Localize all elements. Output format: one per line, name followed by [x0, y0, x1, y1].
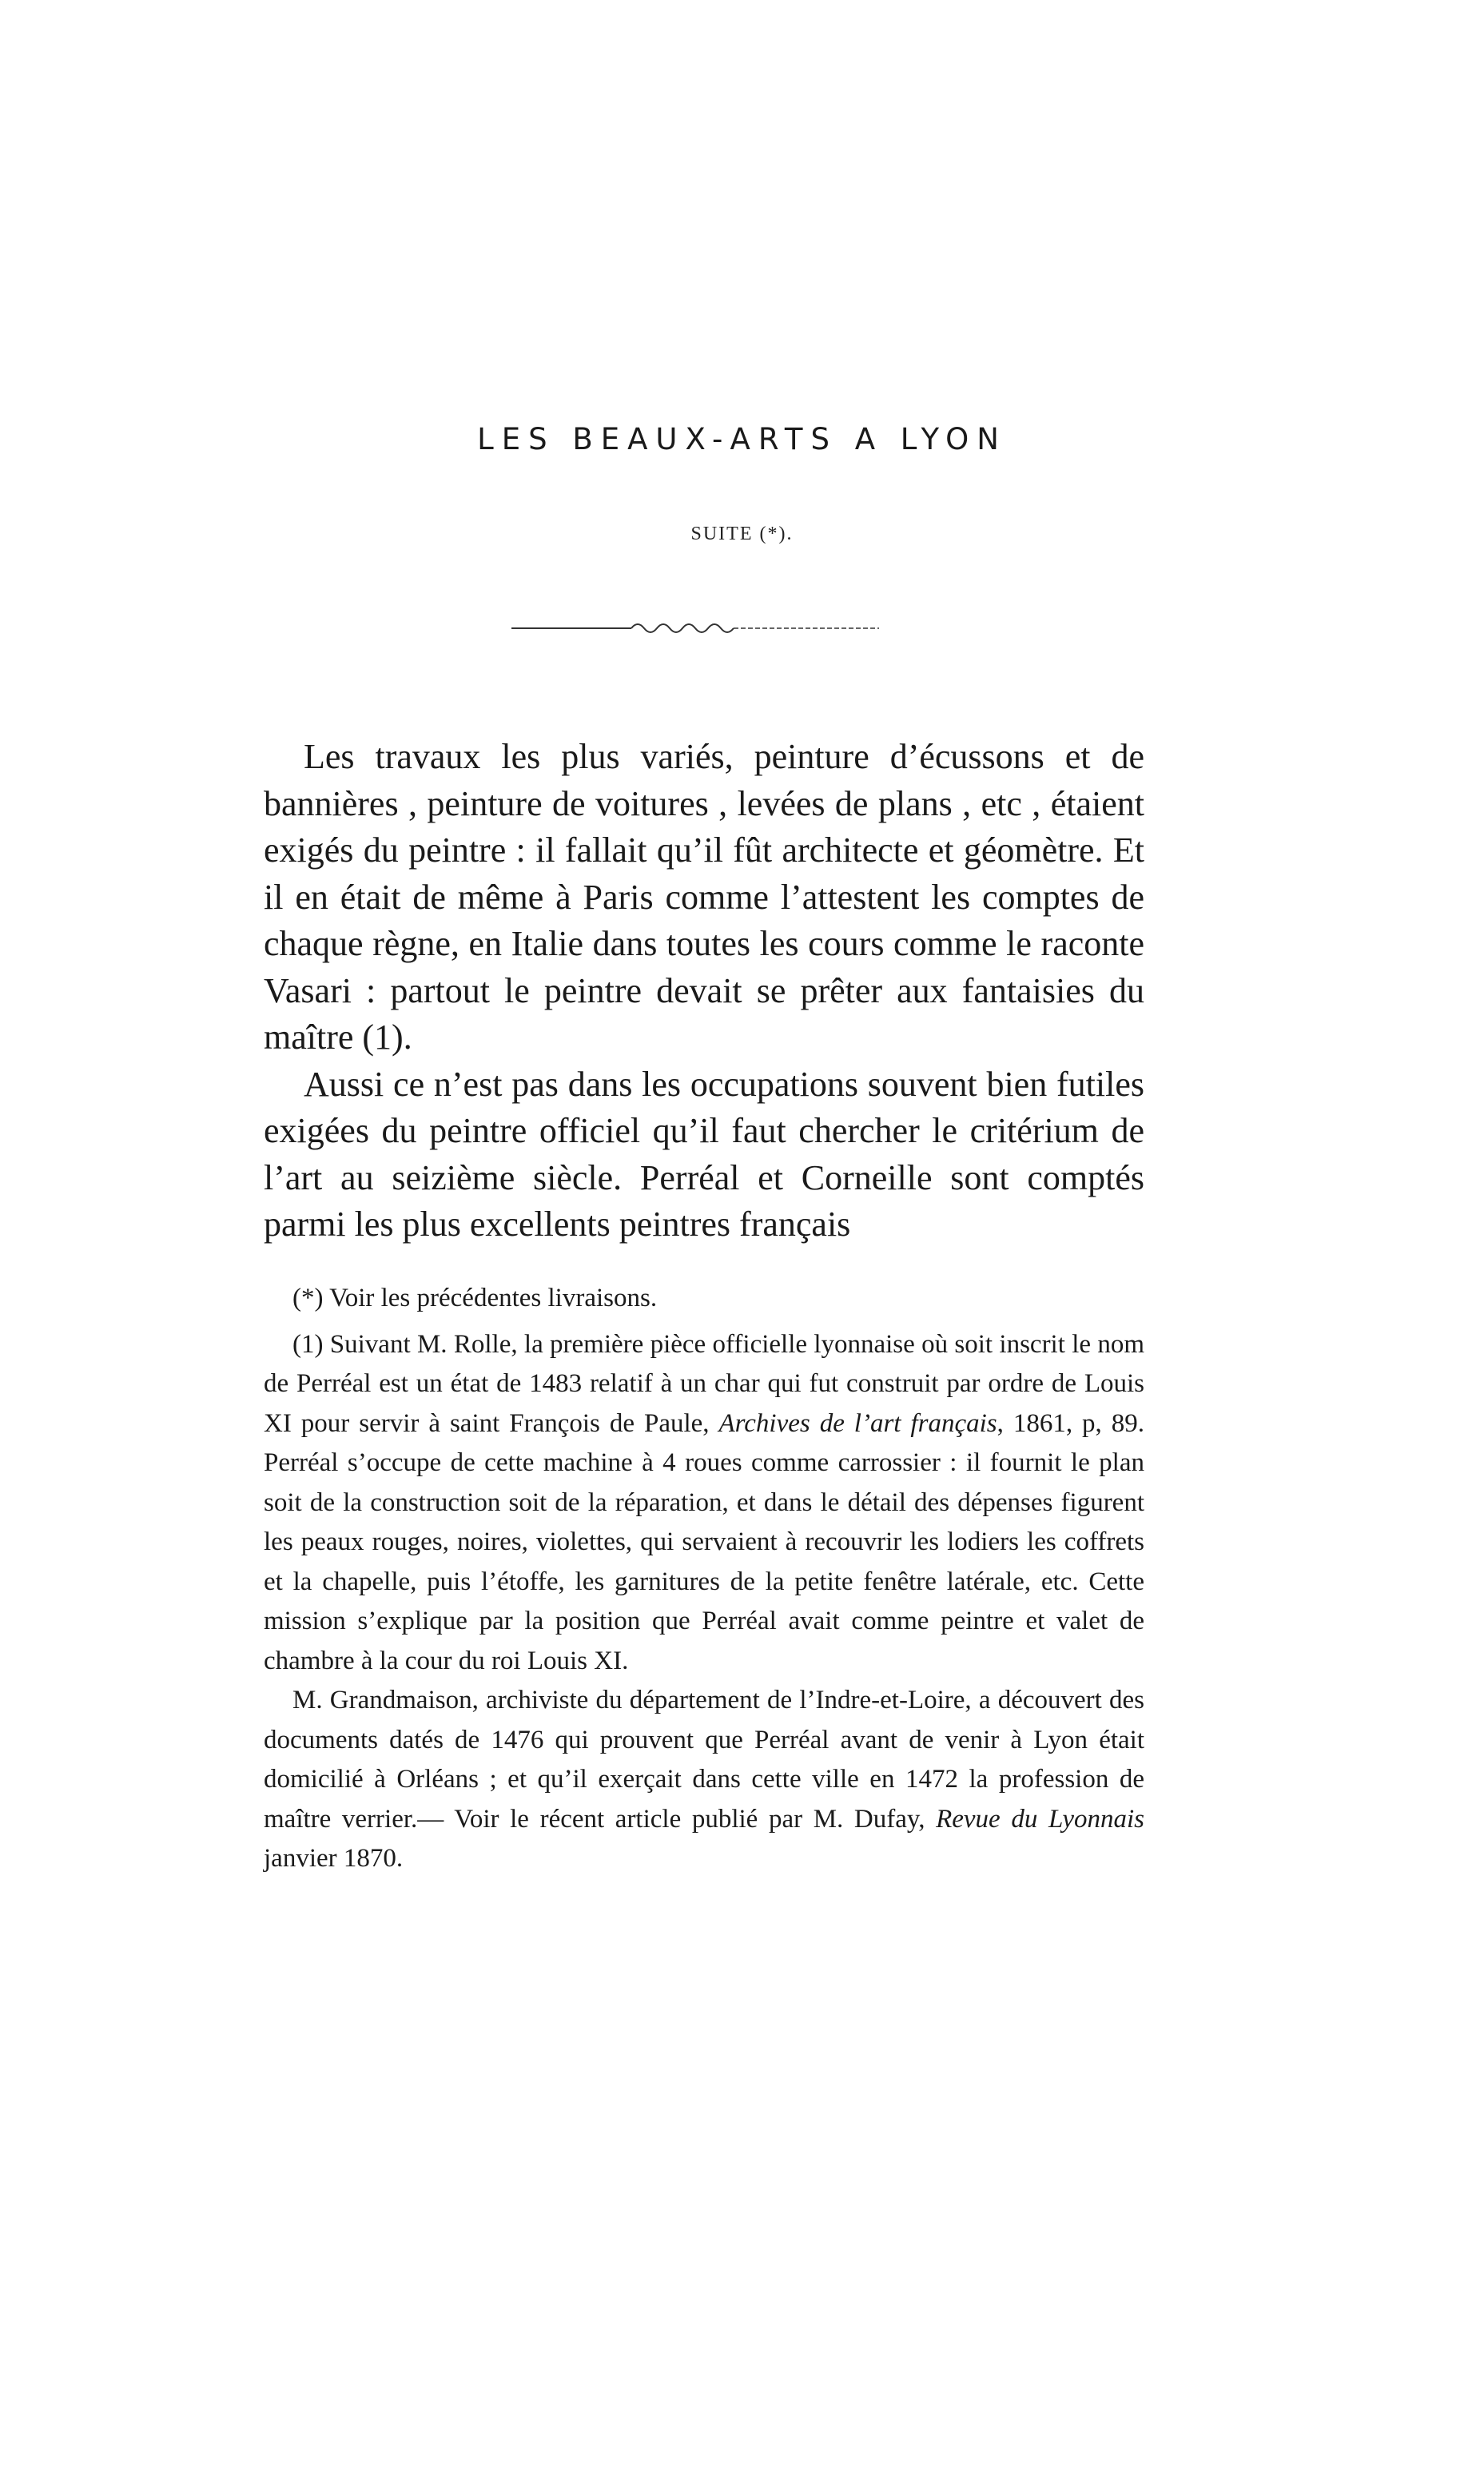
paragraph-1: Les travaux les plus variés, peinture d’écussons et de bannières , peinture de voitures , levées de plans , etc , étaient exigés du peintre : il fallait qu’il fût architecte et géomètre. Et il en était de même à Paris comme l’attestent les comptes de chaque règne, en Italie dans toutes les cours comme le raconte Vasari : partout le peintre devait se prêter aux fantaisies du maître (1).: [264, 737, 1144, 1057]
footnotes: [264, 1279, 1144, 1879]
footnote-1-cont-text-b: janvier 1870.: [264, 1844, 404, 1873]
ornament-divider: [511, 615, 879, 638]
paragraph-2: Aussi ce n’est pas dans les occupations souvent bien futiles exigées du peintre officiel qu’il faut chercher le critérium de l’art au seizième siècle. Perréal et Corneille sont comptés parmi les plus excellents peintres français: [264, 1064, 1144, 1244]
subtitle: SUITE (*).: [690, 524, 794, 544]
page-title: LES BEAUX-ARTS A LYON: [477, 422, 1007, 456]
footnote-1-cont-text-a: M. Grandmaison, archiviste du département de l’Indre-et-Loire, a découvert des documents datés de 1476 qui prouvent que Perréal avant de venir à Lyon était domicilié à Orléans ; et qu’il exerçait dans cette ville en 1472 la profession de maître verrier.— Voir le récent article publié par M. Dufay,: [264, 1686, 1144, 1834]
footnote-1: [264, 1325, 1144, 1682]
footnote-1-text-b: , 1861, p, 89. Perréal s’occupe de cette machine à 4 roues comme carrossier : il fournit le plan soit de la construction soit de la réparation, et dans le détail des dépenses figurent les peaux rouges, noires, violettes, qui servaient à recouvrir les lodiers les coffrets et la chapelle, puis l’étoffe, les garnitures de la petite fenêtre latérale, etc. Cette mission s’explique par la position que Perréal avait comme peintre et valet de chambre à la cour du roi Louis XI.: [264, 1408, 1145, 1675]
footnote-star: (*) Voir les précédentes livraisons.: [292, 1284, 658, 1312]
main-text: [264, 734, 1144, 1248]
footnote-1-text-a: (1) Suivant M. Rolle, la première pièce officielle lyonnaise où soit inscrit le nom de Perréal est un état de 1483 relatif à un char qui fut construit par ordre de Louis XI pour servir à saint François de Paule,: [264, 1329, 1144, 1438]
footnote-1-continued: [264, 1681, 1144, 1879]
footnote-1-citation: Archives de l’art français: [718, 1408, 997, 1438]
footnote-1-cont-citation: Revue du Lyonnais: [936, 1804, 1144, 1834]
